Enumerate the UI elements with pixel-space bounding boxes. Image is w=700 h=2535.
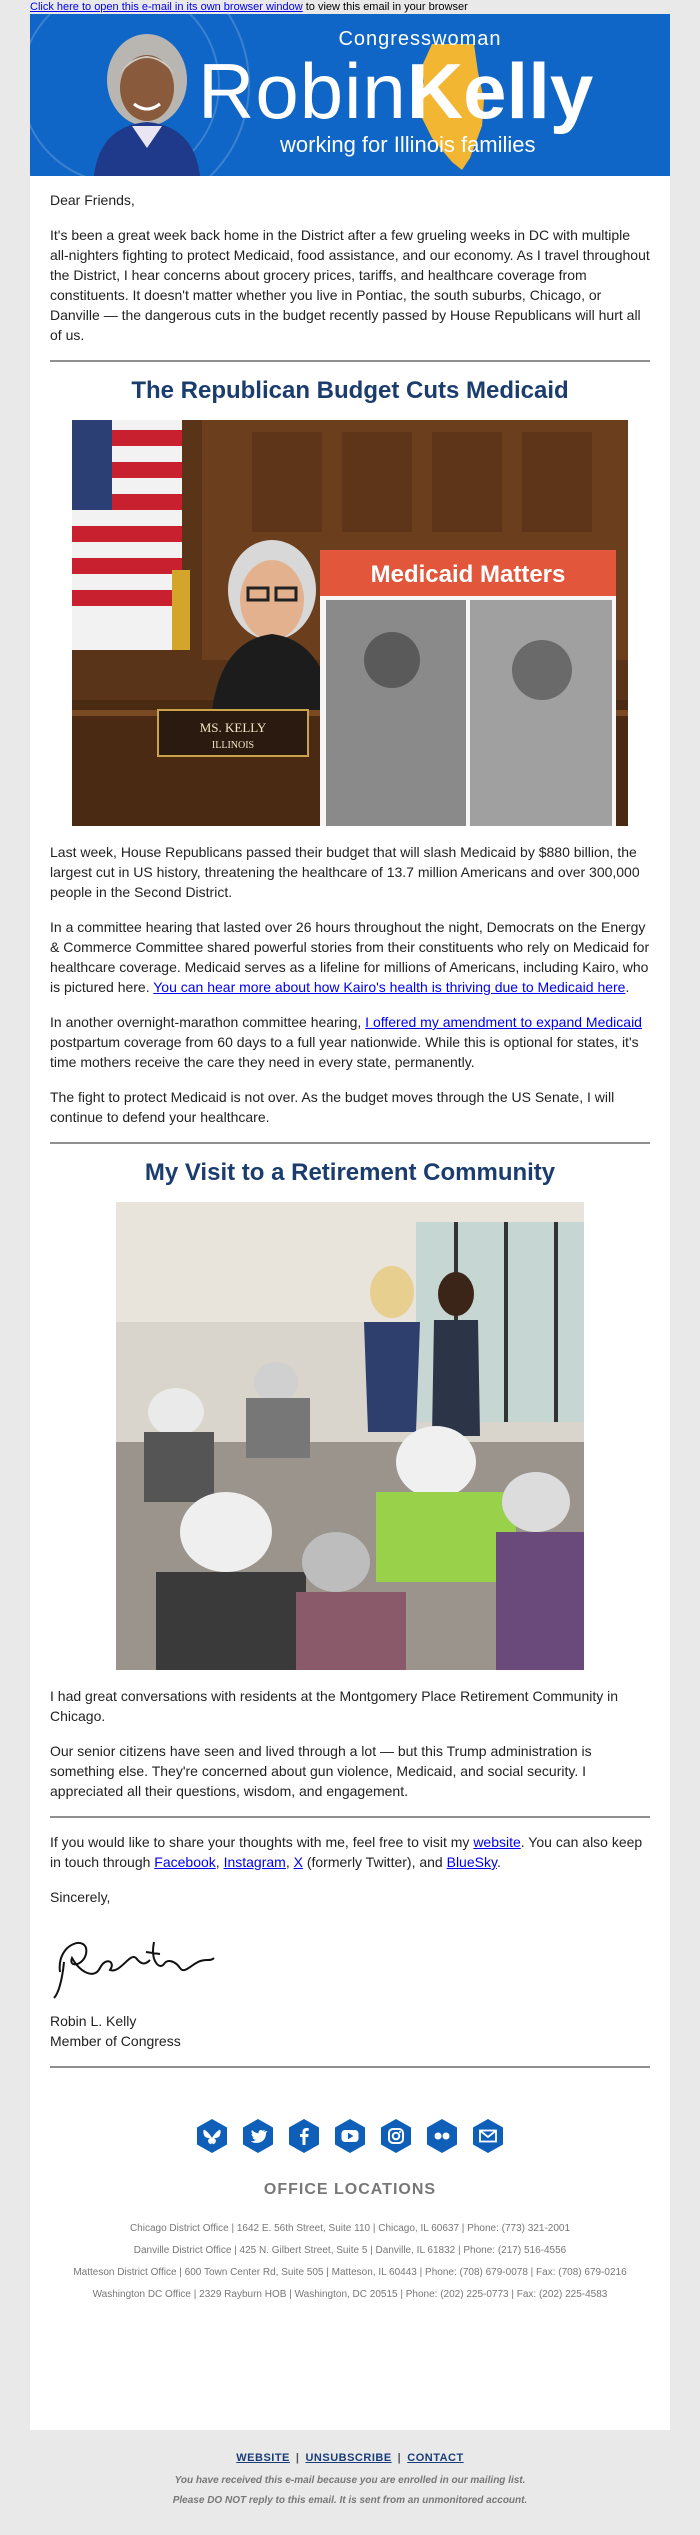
photo-sign-text: Medicaid Matters (370, 561, 566, 588)
instagram-icon[interactable] (378, 2118, 414, 2154)
flag-image (72, 420, 190, 650)
signature-title: Member of Congress (50, 2033, 181, 2049)
preheader (0, 0, 700, 14)
bluesky-link[interactable]: BlueSky (446, 1854, 497, 1870)
share-comma-1: , (215, 1854, 224, 1870)
divider (50, 360, 650, 362)
header-banner (30, 14, 670, 176)
amendment-link[interactable]: I offered my amendment to expand Medicaid (365, 1014, 642, 1030)
preheader-text: to view this email in your browser (302, 1, 468, 13)
youtube-icon[interactable] (332, 2118, 368, 2154)
email-icon[interactable] (470, 2118, 506, 2154)
facebook-icon[interactable] (286, 2118, 322, 2154)
instagram-link[interactable]: Instagram (223, 1854, 286, 1870)
share-start: If you would like to share your thoughts with me, feel free to visit my (50, 1834, 474, 1850)
share-mid: . You can also keep in touch through (50, 1834, 643, 1870)
banner-first-name: Robin (198, 47, 407, 135)
footer-contact-link[interactable]: CONTACT (407, 2452, 464, 2464)
medicaid-paragraph-3-end: postpartum coverage from 60 days to a full year nationwide. While this is optional for states, it's time mothers receive the care they need in every state, permanently. (50, 1034, 639, 1070)
retirement-photo-wrap (50, 1202, 650, 1670)
signoff: Sincerely, (50, 1889, 111, 1905)
photo-nameplate-line2: ILLINOIS (211, 740, 255, 751)
banner-last-name: Kelly (406, 47, 594, 135)
banner-title-small: Congresswoman (338, 28, 502, 50)
photo-nameplate-line1: MS. KELLY (199, 720, 267, 735)
footer-note-1: You have received this e-mail because you are enrolled in our mailing list. (174, 2475, 526, 2486)
section-heading-medicaid: The Republican Budget Cuts Medicaid (131, 377, 569, 404)
share-comma-2: , (285, 1854, 294, 1870)
share-paragraph (50, 1832, 650, 1872)
medicaid-paragraph-2-text: In a committee hearing that lasted over 26 hours throughout the night, Democrats on the Energy & Commerce Committee shared powerful stories from their constituents who rely on Medicaid for healthcare coverage. Medicaid serves as a lifeline for millions of Americans, including Kairo, who is pictured here. (50, 919, 650, 995)
medicaid-paragraph-1: Last week, House Republicans passed their budget that will slash Medicaid by $880 billion, the largest cut in US history, threatening the healthcare of 13.7 million Americans and over 300,000 people in the Second District. (50, 844, 640, 900)
office-line-danville: Danville District Office | 425 N. Gilbert Street, Suite 5 | Danville, IL 61832 | Phone: (217) 516-4556 (133, 2245, 567, 2256)
email-container (30, 14, 670, 2430)
divider (50, 1142, 650, 1144)
hearing-photo (72, 420, 628, 826)
footer-links (0, 2452, 700, 2464)
footer-separator: | (397, 2452, 402, 2464)
website-link[interactable]: website (473, 1834, 521, 1850)
signature-name: Robin L. Kelly (50, 2013, 137, 2029)
twitter-icon[interactable] (240, 2118, 276, 2154)
kairo-story-link[interactable]: You can hear more about how Kairo's health is thriving due to Medicaid here (153, 979, 626, 995)
medicaid-paragraph-2 (50, 917, 650, 997)
facebook-link[interactable]: Facebook (154, 1854, 216, 1870)
hearing-photo-wrap (50, 420, 650, 826)
divider (50, 2066, 650, 2068)
office-line-washington: Washington DC Office | 2329 Rayburn HOB | Washington, DC 20515 | Phone: (202) 225-0773 | Fax: (202) 225-4583 (92, 2289, 608, 2300)
portrait-image (86, 22, 208, 176)
office-line-matteson: Matteson District Office | 600 Town Center Rd, Suite 505 | Matteson, IL 60443 | Phone: (708) 679-0078 | Fax: (708) 679-0216 (73, 2267, 627, 2278)
bluesky-icon[interactable] (194, 2118, 230, 2154)
email-footer (0, 2452, 700, 2510)
office-locations-title: OFFICE LOCATIONS (263, 2181, 437, 2198)
banner-name (198, 48, 593, 134)
flickr-icon[interactable] (424, 2118, 460, 2154)
medicaid-paragraph-4: The fight to protect Medicaid is not over. As the budget moves through the US Senate, I will continue to defend your healthcare. (50, 1089, 615, 1125)
greeting: Dear Friends, (50, 192, 135, 208)
footer-separator: | (295, 2452, 300, 2464)
x-link[interactable]: X (293, 1854, 303, 1870)
signature-drawing (50, 1922, 220, 2002)
medicaid-paragraph-3 (50, 1012, 650, 1072)
footer-unsubscribe-link[interactable]: UNSUBSCRIBE (305, 2452, 392, 2464)
office-line-chicago: Chicago District Office | 1642 E. 56th Street, Suite 110 | Chicago, IL 60637 | Phone: (773) 321-2001 (129, 2223, 571, 2234)
share-x-note: (formerly Twitter), and (302, 1854, 447, 1870)
social-icons (50, 2118, 650, 2154)
medicaid-paragraph-3-start: In another overnight-marathon committee hearing, (50, 1014, 366, 1030)
footer-note-2: Please DO NOT reply to this email. It is sent from an unmonitored account. (172, 2495, 528, 2506)
footer-website-link[interactable]: WEBSITE (236, 2452, 290, 2464)
retirement-photo (116, 1202, 584, 1670)
open-in-browser-link[interactable]: Click here to open this e-mail in its own browser window (30, 1, 303, 13)
signature-image (50, 1922, 650, 2007)
banner-tagline: working for Illinois families (280, 132, 536, 157)
divider (50, 1816, 650, 1818)
share-end: . (496, 1854, 501, 1870)
intro-paragraph: It's been a great week back home in the District after a few grueling weeks in DC with multiple all-nighters fighting to protect Medicaid, food assistance, and our economy. As I travel throughout the District, I hear concerns about grocery prices, tariffs, and healthcare coverage from constituents. It doesn't matter whether you live in Pontiac, the south suburbs, Chicago, or Danville — the dangerous cuts in the budget recently passed by House Republicans will hurt all of us. (50, 227, 650, 343)
section-heading-retirement: My Visit to a Retirement Community (144, 1159, 556, 1186)
retirement-paragraph-1: I had great conversations with residents at the Montgomery Place Retirement Community in Chicago. (50, 1688, 619, 1724)
retirement-paragraph-2: Our senior citizens have seen and lived through a lot — but this Trump administration is something else. They're concerned about gun violence, Medicaid, and social security. I appreciated all their questions, wisdom, and engagement. (50, 1743, 592, 1799)
email-body (30, 190, 670, 2306)
medicaid-paragraph-2-end: . (625, 979, 630, 995)
